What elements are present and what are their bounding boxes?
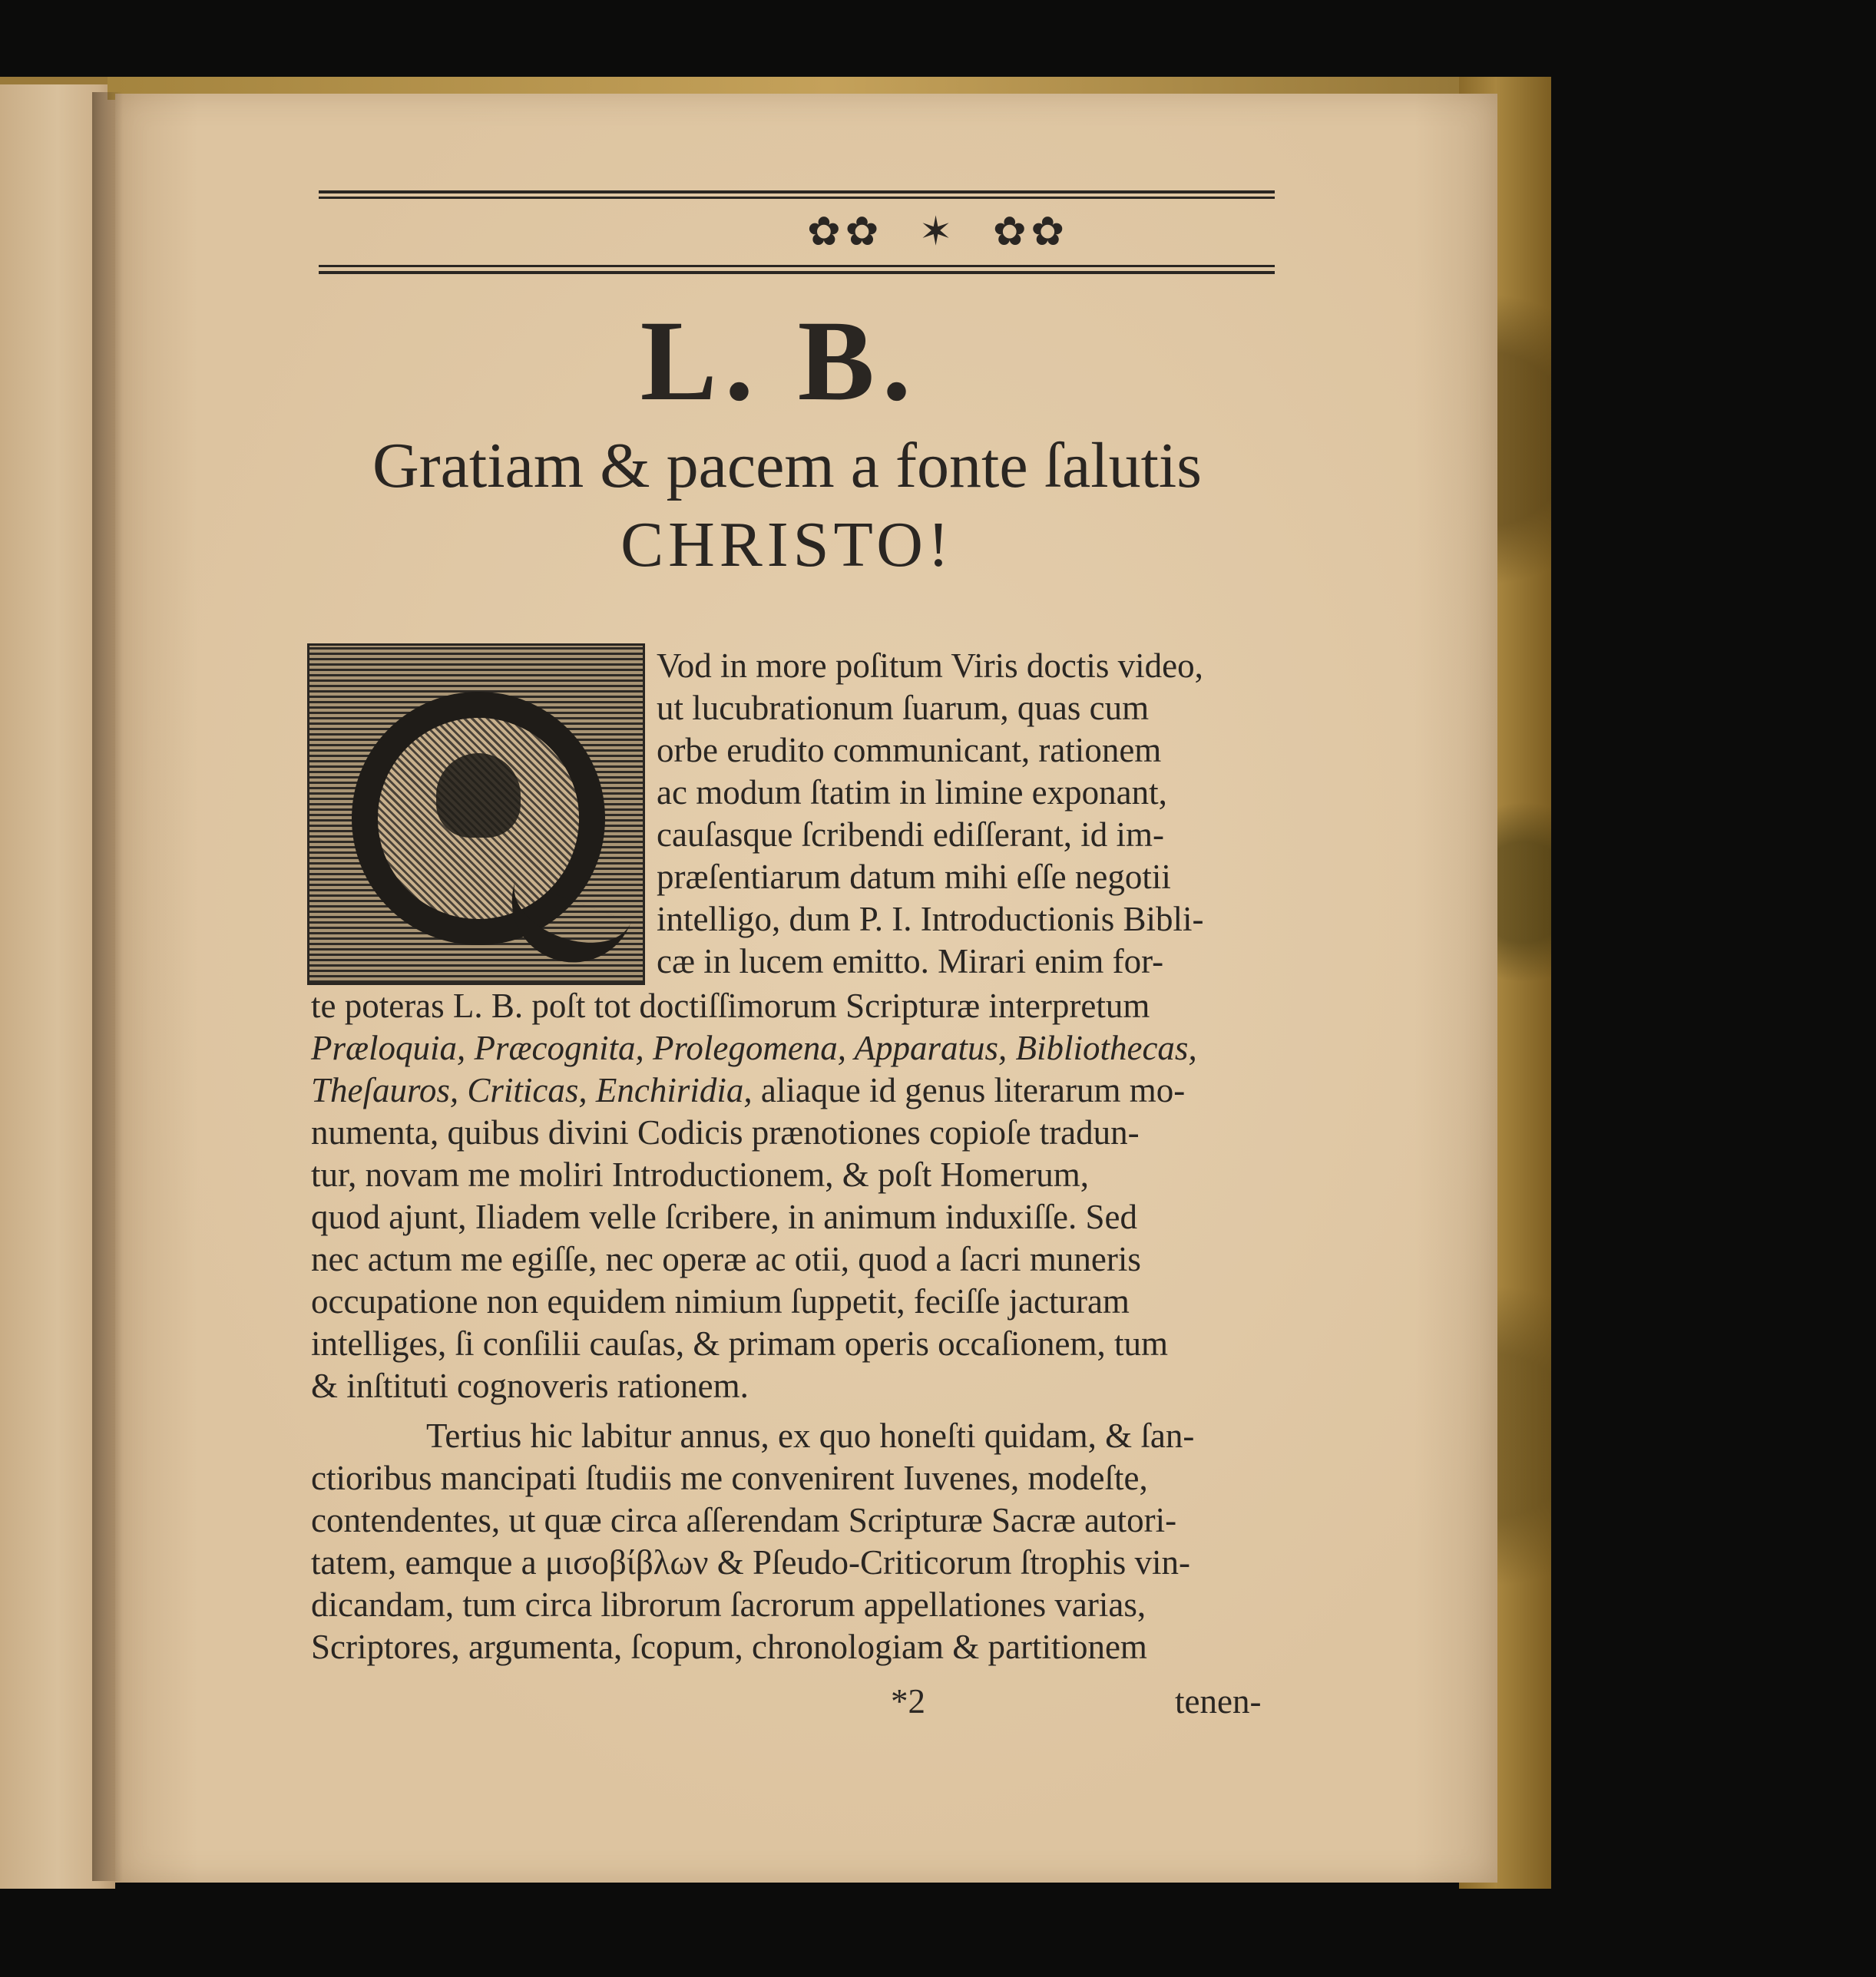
flower-ornament-icon: ✿✿ xyxy=(992,209,1069,255)
italic-text: Theſauros, Criticas, Enchiridia, xyxy=(311,1071,753,1109)
signature-mark: *2 xyxy=(891,1682,925,1721)
text-line: ctioribus mancipati ſtudiis me convenirent Iuvenes, modeſte, xyxy=(311,1459,1148,1497)
gutter-shadow xyxy=(92,92,123,1881)
roman-text: aliaque id genus literarum mo- xyxy=(752,1071,1186,1109)
greeting-line-2: CHRISTO! xyxy=(620,509,954,580)
text-line: tatem, eamque a μισοβίβλων & Pſeudo-Criticorum ſtrophis vin- xyxy=(311,1543,1190,1582)
text-line: intelliges, ſi conſilii cauſas, & primam operis occaſionem, tum xyxy=(311,1324,1168,1363)
text-line: tur, novam me moliri Introductionem, & poſt Homerum, xyxy=(311,1155,1090,1194)
text-line-mixed xyxy=(311,1073,1279,1108)
italic-text: Præloquia, Præcognita, Prolegomena, Apparatus, Bibliothecas, xyxy=(311,1029,1197,1067)
catchword: tenen- xyxy=(1175,1682,1262,1721)
text-line: ac modum ſtatim in limine exponant, xyxy=(657,773,1167,812)
text-line: nec actum me egiſſe, nec operæ ac otii, quod a ſacri muneris xyxy=(311,1240,1141,1278)
page-title: L. B. xyxy=(640,297,919,425)
header-ornament xyxy=(0,209,1876,255)
text-line: & inſtituti cognoveris rationem. xyxy=(311,1367,749,1405)
initial-letter xyxy=(309,646,643,983)
header-rule-top xyxy=(319,190,1275,193)
woodcut-initial-q xyxy=(307,643,645,985)
header-rule-top-thin xyxy=(319,197,1275,199)
flower-ornament-icon: ✿✿ xyxy=(807,209,884,255)
greeting-line-1: Gratiam & pacem a fonte ſalutis xyxy=(372,430,1202,501)
text-line: intelligo, dum P. I. Introductionis Bibli- xyxy=(657,900,1204,938)
text-line: cauſasque ſcribendi ediſſerant, id im- xyxy=(657,815,1165,854)
text-line: quod ajunt, Iliadem velle ſcribere, in animum induxiſſe. Sed xyxy=(311,1198,1137,1236)
text-line: numenta, quibus divini Codicis prænotiones copioſe tradun- xyxy=(311,1113,1140,1152)
text-line: dicandam, tum circa librorum ſacrorum appellationes varias, xyxy=(311,1585,1146,1624)
text-line: occupatione non equidem nimium ſuppetit, feciſſe jacturam xyxy=(311,1282,1130,1321)
text-line: ut lucubrationum ſuarum, quas cum xyxy=(657,689,1150,727)
text-line-italic xyxy=(311,1031,1279,1066)
header-rule-bottom xyxy=(319,271,1275,274)
text-line: cæ in lucem emitto. Mirari enim for- xyxy=(657,942,1164,980)
text-line: orbe erudito communicant, rationem xyxy=(657,731,1162,769)
text-line: te poteras L. B. poſt tot doctiſſimorum Scripturæ interpretum xyxy=(311,987,1150,1025)
text-line: Scriptores, argumenta, ſcopum, chronologiam & partitionem xyxy=(311,1628,1147,1666)
text-line: contendentes, ut quæ circa aſſerendam Scripturæ Sacræ autori- xyxy=(311,1501,1177,1539)
asterisk-ornament-icon: ✶ xyxy=(918,209,958,255)
text-line: præſentiarum datum mihi eſſe negotii xyxy=(657,858,1171,896)
text-line: Tertius hic labitur annus, ex quo honeſti quidam, & ſan- xyxy=(426,1417,1195,1455)
header-rule-bottom-thin xyxy=(319,265,1275,267)
text-line: Vod in more poſitum Viris doctis video, xyxy=(657,646,1203,685)
